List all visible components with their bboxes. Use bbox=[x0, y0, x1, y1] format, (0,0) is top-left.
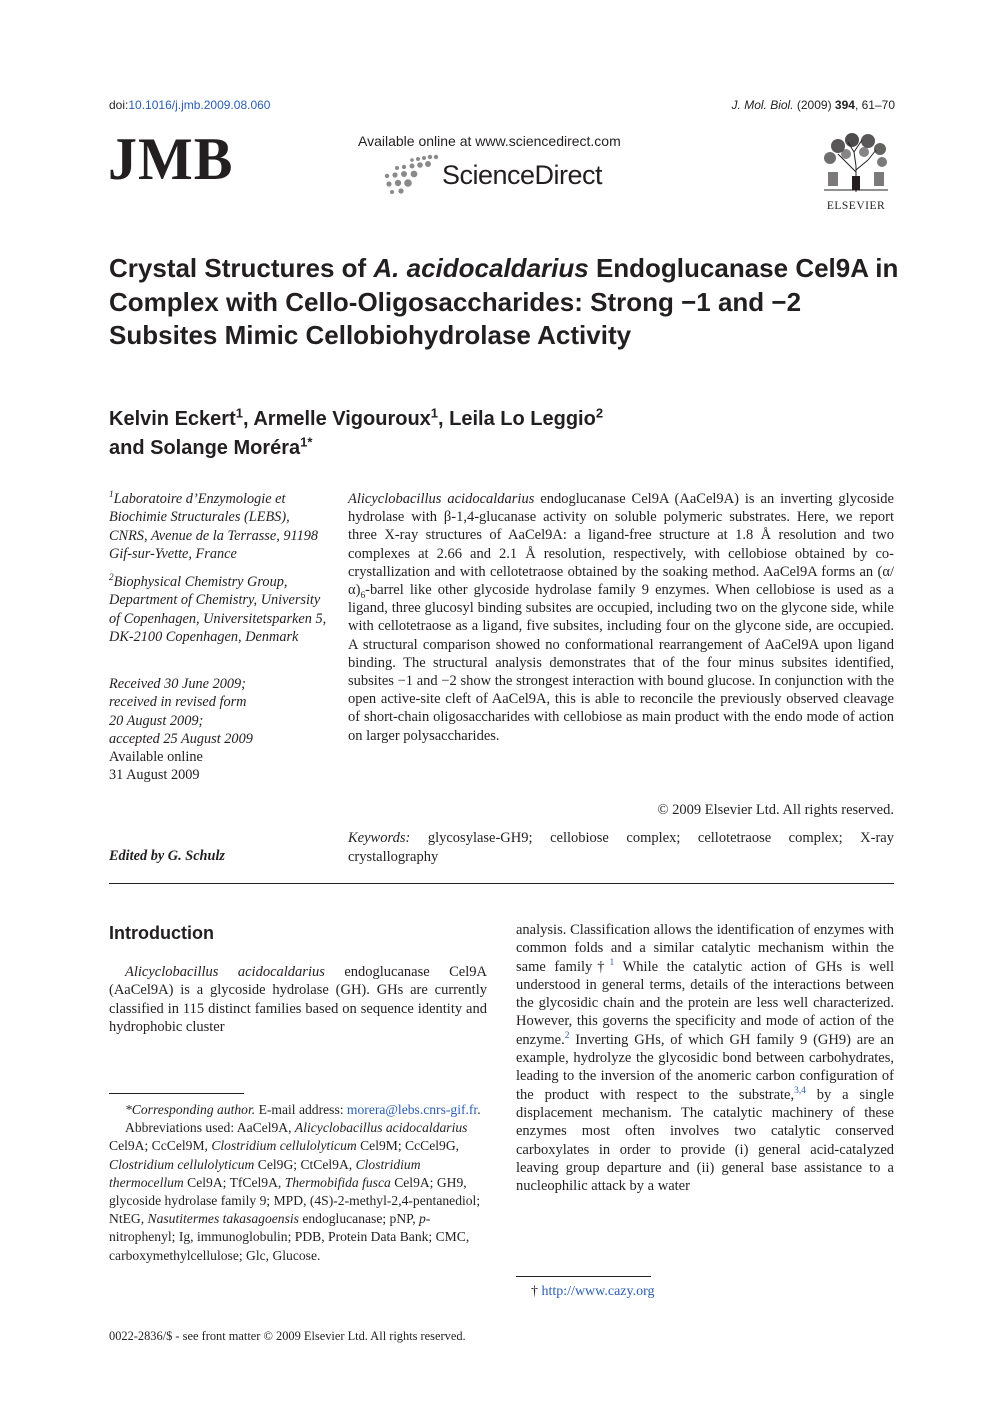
footnote-divider-left bbox=[109, 1093, 244, 1094]
abbrev-text: Cel9A; GH9, glycoside hydrolase family 9; MPD, (4S)-2-methyl-2,4-pentanediol; NtEG, bbox=[109, 1174, 481, 1227]
abbrev-text: Cel9M; CcCel9G, bbox=[356, 1138, 460, 1154]
sciencedirect-dots-icon bbox=[384, 152, 440, 194]
reference-link[interactable]: 1 bbox=[609, 957, 615, 968]
author-affiliation-marker: 1 bbox=[430, 405, 439, 421]
corresponding-label: *Corresponding author. bbox=[125, 1102, 256, 1117]
date-revised: 20 August 2009; bbox=[109, 712, 204, 729]
intro-text: While the catalytic action of GHs is well understood in general terms, details of the interactions between the glycosidic chain and the protein are less well characterized. However, this governs the specificity and mode of action of the enzyme. bbox=[516, 958, 894, 1048]
date-accepted: accepted 25 August 2009 bbox=[109, 730, 253, 747]
intro-species: Alicyclobacillus acidocaldarius bbox=[125, 964, 325, 980]
title-part2: Endoglucanase Cel9A in Complex with Cello-Oligosaccharides: Strong −1 and −2 Subsites Mimic Cellobiohydrolase Activity bbox=[109, 253, 899, 350]
elsevier-tree-icon bbox=[818, 132, 894, 194]
author-list bbox=[109, 405, 809, 463]
journal-name: J. Mol. Biol. bbox=[731, 98, 794, 112]
author-separator: , bbox=[438, 408, 450, 430]
intro-text-left: endoglucanase Cel9A (AaCel9A) is a glycoside hydrolase (GH). GHs are currently classified in 115 distinct families based on sequence identity and hydrophobic cluster bbox=[109, 964, 487, 1035]
dagger-marker: † bbox=[531, 1284, 538, 1299]
abbrev-text: -nitrophenyl; Ig, immunoglobulin; PDB, Protein Data Bank; CMC, carboxymethylcellulose; Glc, Glucose. bbox=[109, 1211, 470, 1263]
date-received: Received 30 June 2009; bbox=[109, 676, 246, 692]
article-dates bbox=[109, 675, 329, 785]
abbrev-species: Clostridium cellulolyticum bbox=[211, 1138, 357, 1154]
cazy-link[interactable]: http://www.cazy.org bbox=[541, 1284, 655, 1299]
intro-text: analysis. Classification allows the identification of enzymes with common folds and a similar catalytic mechanism within the same family† bbox=[516, 922, 894, 975]
title-species: A. acidocaldarius bbox=[373, 253, 589, 283]
date-online-label: Available online bbox=[109, 749, 203, 766]
abstract bbox=[348, 490, 894, 745]
affiliation-number: 1 bbox=[109, 490, 114, 501]
sciencedirect-logo bbox=[384, 152, 624, 194]
affiliation-2 bbox=[109, 573, 329, 646]
email-label: E-mail address: bbox=[255, 1102, 344, 1117]
author: Armelle Vigouroux bbox=[253, 408, 431, 430]
doi-line bbox=[109, 98, 270, 112]
author: Kelvin Eckert bbox=[109, 408, 236, 430]
citation bbox=[732, 98, 895, 112]
email-period: . bbox=[477, 1102, 481, 1117]
keywords-list: glycosylase-GH9; cellobiose complex; cellotetraose complex; X-ray crystallography bbox=[348, 830, 894, 865]
intro-paragraph-left bbox=[109, 963, 487, 1036]
abbrev-text: Cel9A; CcCel9M, bbox=[109, 1138, 212, 1154]
abbreviations-note bbox=[109, 1119, 487, 1265]
abbrev-species: Clostridium cellulolyticum bbox=[109, 1156, 255, 1172]
citation-year: (2009) bbox=[796, 98, 832, 112]
abstract-subscript: 6 bbox=[360, 590, 366, 601]
abstract-text-2: -barrel like other glycoside hydrolase family 9 enzymes. When cellobiose is used as a ligand, three glucosyl binding subsites are occupied, including two on the glycone side, while with cellotetraose as a ligand, five subsites, including four on the glycone side, are occupied. A structural comparison showed no conformational rearrangement of AaCel9A upon ligand binding. The structural analysis demonstrates that of the four minus subsites identified, subsites −1 and −2 show the strongest interaction with bound glucose. In conjunction with the open active-site cleft of AaCel9A, this is able to reconcile the previously observed cleavage of short-chain oligosaccharides with cellobiose as main product with the endo mode of action on larger polysaccharides. bbox=[348, 582, 894, 744]
abbrev-text: endoglucanase; pNP, bbox=[298, 1211, 419, 1227]
abbrev-species: Alicyclobacillus acidocaldarius bbox=[294, 1120, 468, 1136]
footnote-right bbox=[531, 1284, 655, 1300]
abbrev-text: Cel9A; TfCel9A, bbox=[183, 1174, 285, 1190]
affiliation-number: 2 bbox=[109, 573, 114, 584]
elsevier-logo bbox=[818, 132, 894, 210]
corresponding-star: * bbox=[307, 434, 313, 450]
abstract-copyright: © 2009 Elsevier Ltd. All rights reserved. bbox=[657, 802, 894, 818]
footnote-divider-right bbox=[516, 1276, 651, 1277]
affiliation-number: 1 bbox=[300, 434, 308, 450]
doi-prefix: doi: bbox=[109, 98, 129, 112]
abbrev-species: Clostridium thermocellum bbox=[109, 1156, 421, 1190]
affiliation-1 bbox=[109, 490, 329, 563]
jmb-logo: JMB bbox=[108, 124, 234, 193]
author: Leila Lo Leggio bbox=[449, 408, 596, 430]
email-link[interactable]: morera@lebs.cnrs-gif.fr bbox=[346, 1102, 478, 1117]
issn-line: 0022-2836/$ - see front matter © 2009 Elsevier Ltd. All rights reserved. bbox=[109, 1329, 466, 1343]
edited-by: Edited by G. Schulz bbox=[109, 848, 225, 864]
reference-link[interactable]: 3,4 bbox=[794, 1085, 806, 1096]
title-part1: Crystal Structures of bbox=[109, 253, 374, 283]
author-affiliation-marker bbox=[300, 434, 312, 449]
footnotes-left bbox=[109, 1101, 487, 1265]
sciencedirect-wordmark: ScienceDirect bbox=[442, 160, 603, 190]
elsevier-wordmark: ELSEVIER bbox=[826, 200, 886, 212]
doi-link[interactable]: 10.1016/j.jmb.2009.08.060 bbox=[128, 98, 271, 112]
abbrev-species: Nasutitermes takasagoensis bbox=[147, 1211, 299, 1227]
keywords-label: Keywords: bbox=[348, 830, 411, 846]
abbrev-species: Thermobifida fusca bbox=[284, 1174, 391, 1190]
author-affiliation-marker: 1 bbox=[235, 405, 243, 421]
section-divider bbox=[109, 883, 894, 884]
affiliation-text: Laboratoire d’Enzymologie et Biochimie Structurales (LEBS), CNRS, Avenue de la Terrasse, 91198 Gif-sur-Yvette, France bbox=[109, 491, 319, 562]
affiliation-text: Biophysical Chemistry Group, Department of Chemistry, University of Copenhagen, Universitetsparken 5, DK-2100 Copenhagen, Denmark bbox=[109, 574, 327, 645]
abstract-species: Alicyclobacillus acidocaldarius bbox=[348, 491, 535, 507]
abbrev-text: Abbreviations used: AaCel9A, bbox=[125, 1120, 295, 1136]
date-online: 31 August 2009 bbox=[109, 767, 200, 784]
abstract-text-1: endoglucanase Cel9A (AaCel9A) is an inverting glycoside hydrolase with β-1,4-glucanase activity on soluble polymeric substrates. Here, we report three X-ray structures of AaCel9A: a ligand-free structure at 1.8 Å resolution and two complexes at 2.66 and 2.1 Å resolution, respectively, with cellobiose obtained by co-crystallization and with cellotetraose obtained by the soaking method. AaCel9A forms an (α/α) bbox=[348, 491, 894, 599]
abbrev-species: p bbox=[419, 1211, 426, 1227]
keywords bbox=[348, 829, 894, 867]
intro-text: Inverting GHs, of which GH family 9 (GH9) are an example, hydrolyze the glycosidic bond between carbohydrates, leading to the inversion of the anomeric carbon configuration of the product with respect to the substrate, bbox=[516, 1031, 894, 1103]
intro-paragraph-right bbox=[516, 921, 894, 1195]
available-online: Available online at www.sciencedirect.com bbox=[358, 133, 621, 149]
citation-pages: , 61–70 bbox=[854, 98, 895, 112]
article-title bbox=[109, 252, 909, 353]
reference-link[interactable]: 2 bbox=[564, 1030, 570, 1041]
author-affiliation-marker: 2 bbox=[595, 405, 604, 421]
date-revised-label: received in revised form bbox=[109, 694, 247, 711]
citation-volume: 394 bbox=[834, 98, 855, 112]
intro-text: by a single displacement mechanism. The catalytic machinery of these enzymes most often involves two catalytic conserved carboxylates in order to provide (i) general acid-catalyzed leaving group departure and (ii) general base assistance to a nucleophilic attack by a water bbox=[516, 1086, 894, 1195]
author: and Solange Moréra bbox=[109, 437, 301, 459]
corresponding-author-note bbox=[109, 1101, 487, 1119]
author-separator: , bbox=[242, 408, 254, 430]
abbrev-text: Cel9G; CtCel9A, bbox=[254, 1156, 356, 1172]
section-heading: Introduction bbox=[109, 923, 214, 943]
